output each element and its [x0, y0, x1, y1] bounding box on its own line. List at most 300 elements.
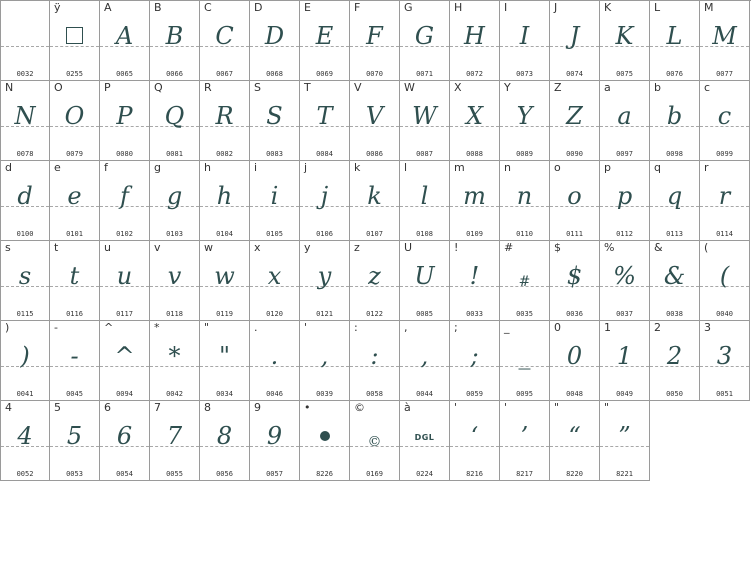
- glyph-cell: [500, 81, 550, 161]
- character-code: 0054: [116, 470, 133, 478]
- glyph-sample: *: [168, 342, 181, 370]
- glyph-cell: [400, 241, 450, 321]
- character-code: 0068: [266, 70, 283, 78]
- glyph-cell: [250, 1, 300, 81]
- glyph-sample: m: [463, 182, 486, 210]
- character-label: .: [254, 321, 258, 334]
- character-code: 0109: [466, 230, 483, 238]
- character-code: 0045: [66, 390, 83, 398]
- character-label: L: [654, 1, 661, 14]
- glyph-sample: ’: [520, 422, 529, 450]
- glyph-sample: !: [469, 262, 480, 290]
- character-label: ÿ: [54, 1, 61, 14]
- glyph-cell: [600, 161, 650, 241]
- designer-logo-glyph: DGL: [414, 433, 435, 442]
- character-code: 0065: [116, 70, 133, 78]
- glyph-sample: F: [366, 22, 383, 50]
- glyph-sample: k: [367, 182, 382, 210]
- glyph-sample: (: [719, 262, 730, 290]
- glyph-sample: “: [568, 422, 581, 450]
- character-label: :: [354, 321, 358, 334]
- character-code: 0088: [466, 150, 483, 158]
- character-label: P: [104, 81, 111, 94]
- character-code: 0169: [366, 470, 383, 478]
- glyph-cell: [350, 81, 400, 161]
- character-code: 0058: [366, 390, 383, 398]
- character-code: 0033: [466, 310, 483, 318]
- glyph-cell: [0, 161, 50, 241]
- baseline-guide: [400, 446, 449, 447]
- glyph-sample: K: [615, 22, 634, 50]
- character-code: 0074: [566, 70, 583, 78]
- character-code: 0116: [66, 310, 83, 318]
- glyph-sample: n: [516, 182, 533, 210]
- character-label: ': [304, 321, 308, 334]
- glyph-cell: [500, 321, 550, 401]
- character-code: 0059: [466, 390, 483, 398]
- glyph-sample: X: [465, 102, 484, 130]
- character-label: -: [54, 321, 58, 334]
- glyph-sample: Y: [516, 102, 533, 130]
- glyph-sample: c: [717, 102, 732, 130]
- glyph-cell: [200, 161, 250, 241]
- character-label: U: [404, 241, 413, 254]
- character-label: 3: [704, 321, 711, 334]
- glyph-cell: [150, 161, 200, 241]
- character-label: o: [554, 161, 561, 174]
- character-code: 8221: [616, 470, 633, 478]
- glyph-cell: [600, 321, 650, 401]
- glyph-sample: %: [613, 262, 636, 290]
- glyph-sample: s: [18, 262, 32, 290]
- character-label: 5: [54, 401, 61, 414]
- character-label: M: [704, 1, 714, 14]
- character-code: 0035: [516, 310, 533, 318]
- character-label: c: [704, 81, 711, 94]
- character-code: 0069: [316, 70, 333, 78]
- glyph-cell: [550, 1, 600, 81]
- character-code: 0113: [666, 230, 683, 238]
- character-code: 0122: [366, 310, 383, 318]
- glyph-sample: N: [14, 102, 36, 130]
- glyph-cell: [300, 1, 350, 81]
- character-label: !: [454, 241, 459, 254]
- character-label: J: [554, 1, 558, 14]
- glyph-sample: ;: [470, 342, 479, 370]
- character-code: 0056: [216, 470, 233, 478]
- character-label: m: [454, 161, 465, 174]
- glyph-sample: ^: [114, 342, 135, 370]
- character-code: 0040: [716, 310, 733, 318]
- glyph-cell: [600, 401, 650, 481]
- character-label: ©: [354, 401, 365, 414]
- glyph-cell: [550, 81, 600, 161]
- character-label: y: [304, 241, 311, 254]
- glyph-sample: 3: [716, 342, 733, 370]
- character-label: B: [154, 1, 162, 14]
- character-code: 0106: [316, 230, 333, 238]
- character-label: z: [354, 241, 360, 254]
- glyph-cell: [200, 241, 250, 321]
- glyph-sample: b: [666, 102, 683, 130]
- character-code: 0107: [366, 230, 383, 238]
- character-code: 0049: [616, 390, 633, 398]
- character-code: 8226: [316, 470, 333, 478]
- glyph-cell: [400, 161, 450, 241]
- glyph-sample: :: [370, 342, 379, 370]
- glyph-sample: P: [116, 102, 133, 130]
- glyph-sample: w: [214, 262, 235, 290]
- glyph-cell: [200, 1, 250, 81]
- glyph-sample: Q: [164, 102, 185, 130]
- character-label: K: [604, 1, 612, 14]
- glyph-sample: 2: [666, 342, 683, 370]
- character-label: ,: [404, 321, 408, 334]
- character-code: 0094: [116, 390, 133, 398]
- glyph-sample: 8: [216, 422, 233, 450]
- baseline-guide: [1, 46, 49, 47]
- character-label: (: [704, 241, 709, 254]
- character-code: 0121: [316, 310, 333, 318]
- character-label: ;: [454, 321, 458, 334]
- character-label: ': [454, 401, 458, 414]
- glyph-cell: [650, 161, 700, 241]
- character-label: e: [54, 161, 61, 174]
- glyph-sample: ”: [618, 422, 631, 450]
- glyph-sample: I: [519, 22, 530, 50]
- glyph-sample: ,: [320, 342, 329, 370]
- character-label: H: [454, 1, 463, 14]
- character-code: 0119: [216, 310, 233, 318]
- character-code: 0055: [166, 470, 183, 478]
- glyph-cell: [250, 321, 300, 401]
- character-code: 0110: [516, 230, 533, 238]
- glyph-cell: [0, 81, 50, 161]
- character-label: Y: [504, 81, 511, 94]
- glyph-sample: f: [120, 182, 129, 210]
- character-label: ": [604, 401, 610, 414]
- character-code: 0042: [166, 390, 183, 398]
- glyph-cell: [550, 161, 600, 241]
- glyph-cell: [450, 401, 500, 481]
- character-code: 0066: [166, 70, 183, 78]
- glyph-cell: [0, 1, 50, 81]
- character-code: 0037: [616, 310, 633, 318]
- character-code: 0032: [16, 70, 34, 78]
- character-label: 1: [604, 321, 611, 334]
- character-code: 0044: [416, 390, 433, 398]
- glyph-cell: [600, 1, 650, 81]
- baseline-guide: [300, 446, 349, 447]
- glyph-sample: ": [218, 342, 231, 370]
- character-label: N: [5, 81, 14, 94]
- character-label: d: [5, 161, 12, 174]
- character-label: u: [104, 241, 111, 254]
- character-label: n: [504, 161, 511, 174]
- glyph-sample: J: [569, 22, 580, 50]
- glyph-cell: [250, 81, 300, 161]
- glyph-sample: d: [17, 182, 33, 210]
- character-label: i: [254, 161, 258, 174]
- glyph-cell: [150, 81, 200, 161]
- glyph-sample: r: [718, 182, 731, 210]
- glyph-cell: [650, 321, 700, 401]
- character-code: 0081: [166, 150, 183, 158]
- character-label: g: [154, 161, 161, 174]
- character-code: 0084: [316, 150, 333, 158]
- glyph-cell: [300, 401, 350, 481]
- character-label: 9: [254, 401, 261, 414]
- glyph-cell: [400, 401, 450, 481]
- character-code: 0101: [66, 230, 83, 238]
- character-label: h: [204, 161, 211, 174]
- glyph-cell: [200, 321, 250, 401]
- glyph-cell: [700, 81, 750, 161]
- glyph-cell: [100, 1, 150, 81]
- glyph-cell: [450, 161, 500, 241]
- glyph-cell: [600, 81, 650, 161]
- character-code: 0103: [166, 230, 183, 238]
- character-code: 8216: [466, 470, 483, 478]
- character-code: 0120: [266, 310, 283, 318]
- character-code: 0099: [716, 150, 733, 158]
- character-label: s: [5, 241, 11, 254]
- character-label: •: [304, 401, 311, 414]
- character-code: 0098: [666, 150, 683, 158]
- character-label: F: [354, 1, 361, 14]
- glyph-cell: [0, 321, 50, 401]
- character-label: x: [254, 241, 261, 254]
- character-code: 0073: [516, 70, 533, 78]
- character-label: _: [504, 321, 510, 334]
- character-code: 0097: [616, 150, 633, 158]
- character-label: Q: [154, 81, 163, 94]
- glyph-sample: 9: [266, 422, 283, 450]
- glyph-cell: [400, 81, 450, 161]
- character-code: 8220: [566, 470, 583, 478]
- glyph-cell: [150, 401, 200, 481]
- character-code: 0104: [216, 230, 233, 238]
- character-label: S: [254, 81, 261, 94]
- glyph-cell: [450, 81, 500, 161]
- glyph-sample: ‘: [470, 422, 479, 450]
- character-code: 0102: [116, 230, 133, 238]
- glyph-sample: e: [67, 182, 82, 210]
- character-code: 0036: [566, 310, 583, 318]
- glyph-cell: [450, 321, 500, 401]
- character-code: 0052: [16, 470, 34, 478]
- glyph-cell: [250, 161, 300, 241]
- glyph-cell: [150, 321, 200, 401]
- glyph-cell: [500, 161, 550, 241]
- glyph-cell: [350, 321, 400, 401]
- character-label: T: [304, 81, 311, 94]
- glyph-sample: T: [316, 102, 333, 130]
- glyph-sample: D: [264, 22, 285, 50]
- glyph-cell: [200, 401, 250, 481]
- glyph-cell: [150, 1, 200, 81]
- glyph-cell: [50, 241, 100, 321]
- glyph-cell: [500, 1, 550, 81]
- glyph-cell: [50, 401, 100, 481]
- glyph-sample: a: [617, 102, 632, 130]
- glyph-cell: [600, 241, 650, 321]
- glyph-sample: 6: [116, 422, 133, 450]
- glyph-sample: H: [464, 22, 485, 50]
- character-label: 8: [204, 401, 211, 414]
- character-label: r: [704, 161, 709, 174]
- character-label: X: [454, 81, 462, 94]
- character-code: 0089: [516, 150, 533, 158]
- glyph-cell: [550, 401, 600, 481]
- glyph-cell: [350, 241, 400, 321]
- character-label: p: [604, 161, 611, 174]
- character-code: 0224: [416, 470, 433, 478]
- character-label: D: [254, 1, 263, 14]
- character-code: 0090: [566, 150, 583, 158]
- glyph-sample: x: [267, 262, 282, 290]
- glyph-cell: [300, 81, 350, 161]
- character-label: W: [404, 81, 415, 94]
- character-code: 0048: [566, 390, 583, 398]
- glyph-cell: [450, 241, 500, 321]
- glyph-sample: j: [320, 182, 329, 210]
- glyph-cell: [100, 81, 150, 161]
- glyph-sample: V: [365, 102, 384, 130]
- glyph-sample: 5: [66, 422, 83, 450]
- glyph-cell: [0, 401, 50, 481]
- character-code: 0072: [466, 70, 483, 78]
- glyph-sample: O: [64, 102, 85, 130]
- character-label: ^: [104, 321, 114, 334]
- glyph-cell: [350, 401, 400, 481]
- character-code: 0111: [566, 230, 583, 238]
- glyph-cell: [250, 241, 300, 321]
- glyph-sample: ): [20, 342, 30, 370]
- glyph-sample: B: [165, 22, 184, 50]
- character-label: ": [554, 401, 560, 414]
- character-code: 0046: [266, 390, 283, 398]
- character-label: b: [654, 81, 661, 94]
- character-label: 6: [104, 401, 111, 414]
- glyph-sample: 0: [566, 342, 583, 370]
- glyph-cell: [400, 1, 450, 81]
- glyph-cell: [150, 241, 200, 321]
- glyph-sample: Z: [566, 102, 583, 130]
- glyph-cell: [700, 1, 750, 81]
- character-label: G: [404, 1, 413, 14]
- glyph-sample: #: [518, 274, 531, 290]
- character-label: l: [404, 161, 408, 174]
- character-code: 0112: [616, 230, 633, 238]
- glyph-cell: [550, 241, 600, 321]
- glyph-cell: [350, 161, 400, 241]
- glyph-sample: A: [115, 22, 134, 50]
- character-code: 0077: [716, 70, 733, 78]
- glyph-cell: [650, 1, 700, 81]
- character-label: v: [154, 241, 161, 254]
- character-code: 0105: [266, 230, 283, 238]
- character-label: ': [504, 401, 508, 414]
- character-label: 4: [5, 401, 12, 414]
- character-label: &: [654, 241, 663, 254]
- glyph-cell: [650, 81, 700, 161]
- glyph-cell: [500, 401, 550, 481]
- glyph-sample: i: [270, 182, 279, 210]
- glyph-sample: C: [215, 22, 234, 50]
- character-label: Z: [554, 81, 562, 94]
- glyph-sample: z: [368, 262, 381, 290]
- character-label: *: [154, 321, 160, 334]
- character-code: 0085: [416, 310, 433, 318]
- character-code: 0038: [666, 310, 683, 318]
- character-code: 0070: [366, 70, 383, 78]
- glyph-cell: [700, 321, 750, 401]
- character-code: 0075: [616, 70, 633, 78]
- baseline-guide: [50, 46, 99, 47]
- character-code: 0118: [166, 310, 183, 318]
- glyph-sample: 7: [166, 422, 183, 450]
- glyph-cell: [300, 161, 350, 241]
- character-code: 0095: [516, 390, 533, 398]
- character-code: 0053: [66, 470, 83, 478]
- character-label: I: [504, 1, 508, 14]
- character-code: 0082: [216, 150, 233, 158]
- glyph-sample: p: [616, 182, 633, 210]
- character-code: 0034: [216, 390, 233, 398]
- glyph-sample: 1: [616, 342, 633, 370]
- missing-glyph-box-icon: [66, 27, 83, 44]
- glyph-sample: y: [317, 262, 332, 290]
- glyph-cell: [50, 321, 100, 401]
- glyph-sample: h: [216, 182, 233, 210]
- character-code: 0115: [16, 310, 34, 318]
- glyph-sample: l: [420, 182, 429, 210]
- character-code: 0039: [316, 390, 333, 398]
- character-code: 0080: [116, 150, 133, 158]
- glyph-sample: $: [566, 262, 583, 290]
- glyph-sample: L: [666, 22, 683, 50]
- character-label: 7: [154, 401, 161, 414]
- glyph-cell: [200, 81, 250, 161]
- character-label: ): [5, 321, 10, 334]
- character-code: 0071: [416, 70, 433, 78]
- glyph-cell: [100, 241, 150, 321]
- glyph-sample: g: [166, 182, 183, 210]
- character-label: V: [354, 81, 362, 94]
- character-label: j: [304, 161, 308, 174]
- glyph-cell: [450, 1, 500, 81]
- glyph-cell: [550, 321, 600, 401]
- character-code: 0076: [666, 70, 683, 78]
- glyph-cell: [50, 161, 100, 241]
- glyph-sample: G: [414, 22, 435, 50]
- character-code: 0117: [116, 310, 133, 318]
- glyph-cell: [100, 161, 150, 241]
- glyph-sample: v: [167, 262, 182, 290]
- glyph-cell: [700, 241, 750, 321]
- glyph-sample: M: [712, 22, 737, 50]
- character-label: O: [54, 81, 63, 94]
- character-code: 0050: [666, 390, 683, 398]
- glyph-sample: U: [414, 262, 435, 290]
- character-label: a: [604, 81, 611, 94]
- character-label: E: [304, 1, 311, 14]
- glyph-sample: &: [663, 262, 686, 290]
- character-code: 0108: [416, 230, 433, 238]
- character-label: %: [604, 241, 615, 254]
- glyph-cell: [350, 1, 400, 81]
